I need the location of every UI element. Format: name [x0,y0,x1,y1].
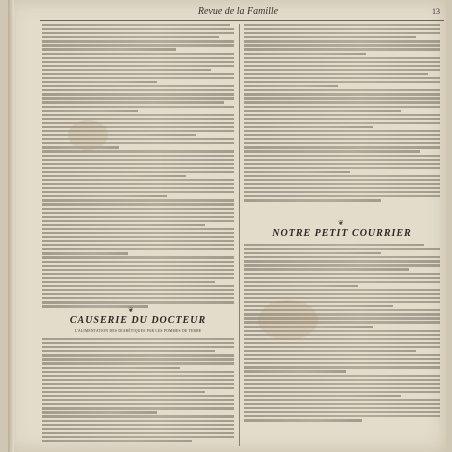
causerie-subtitle: L'ALIMENTATION DES DIABÉTIQUES PAR LES POMMES DE TERRE [74,329,202,333]
paper-stain [258,300,318,340]
causerie-title: CAUSERIE DU DOCTEUR [69,315,207,326]
right-column-text [244,24,440,220]
right-ornament: ❦ [338,219,344,227]
paper-stain [68,120,108,150]
courrier-title: NOTRE PETIT COURRIER [272,228,412,239]
left-column-text [42,24,234,310]
left-ornament: ❦ [128,306,134,314]
page-fold-shadow [8,0,14,452]
causerie-text [42,338,234,446]
column-divider [239,24,240,446]
page [8,0,446,452]
magazine-title: Revue de la Famille [197,6,279,17]
page-number: 13 [432,7,440,16]
courrier-text [244,244,440,446]
header-rule [40,20,444,21]
